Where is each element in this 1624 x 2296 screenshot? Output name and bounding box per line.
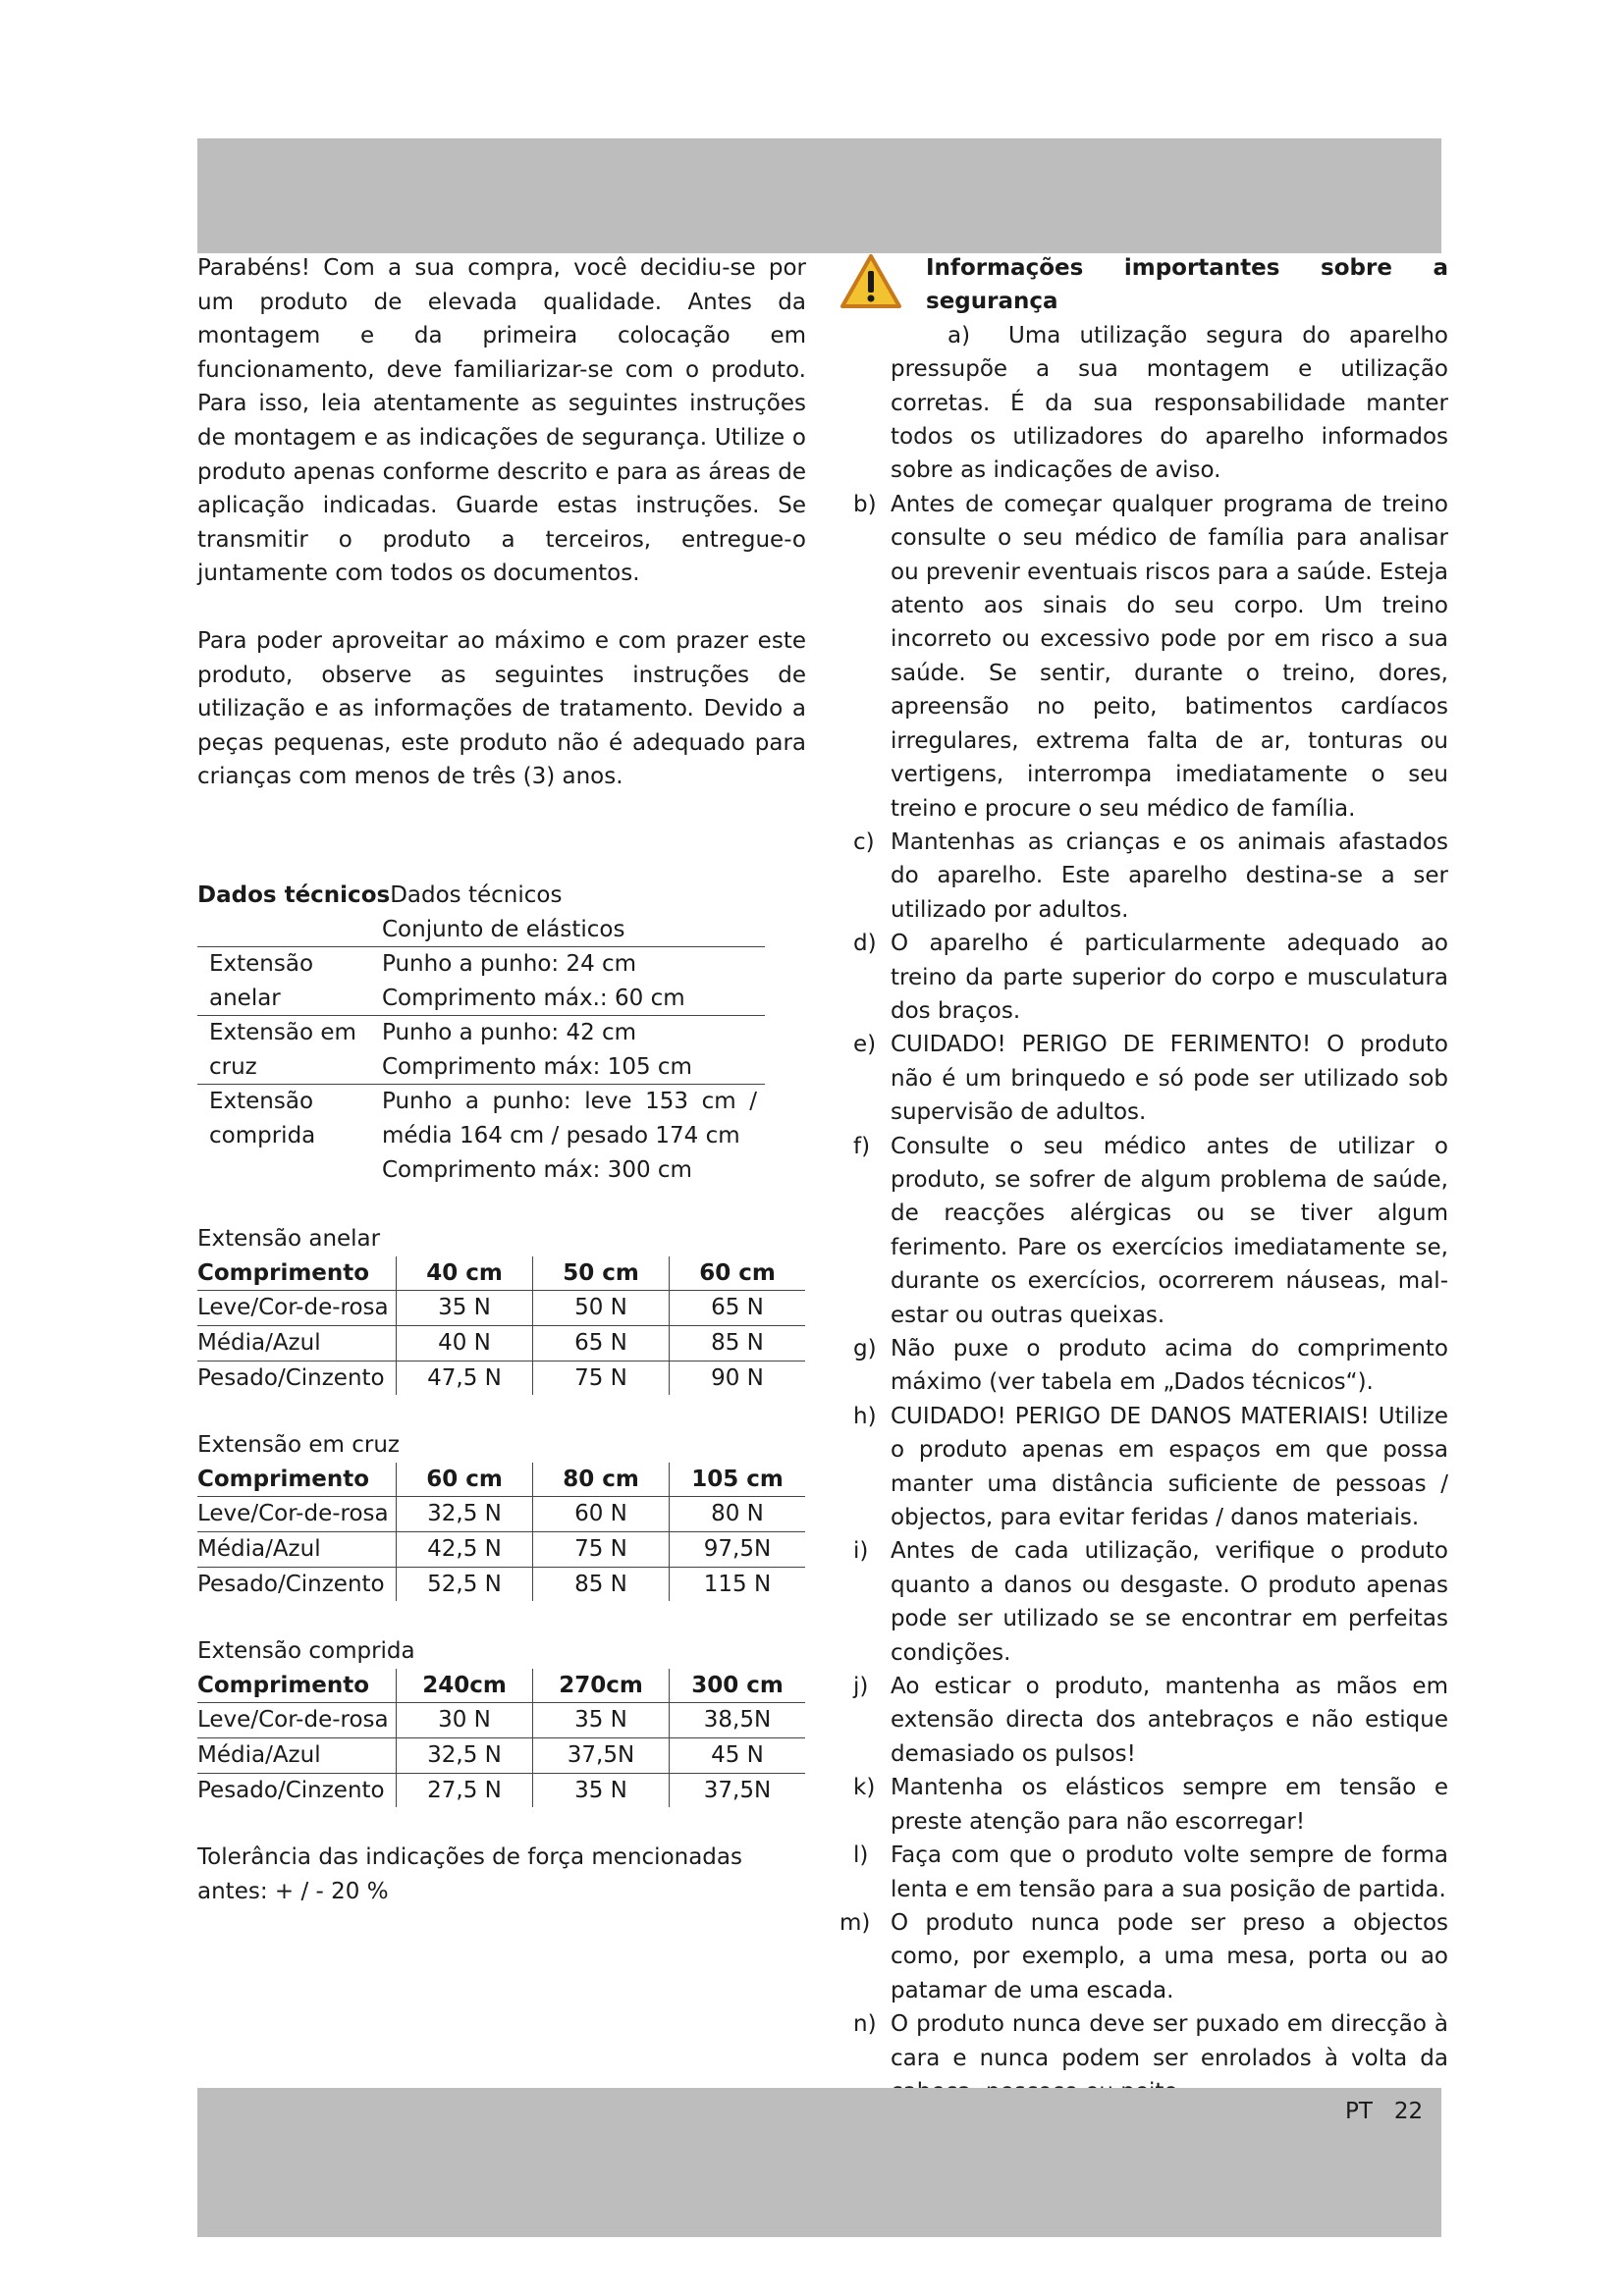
table-row bbox=[197, 1361, 805, 1395]
force-header-cell: 105 cm bbox=[670, 1463, 806, 1497]
force-cell: Pesado/Cinzento bbox=[197, 1773, 397, 1807]
force-table-long bbox=[197, 1669, 805, 1807]
force-cell: 75 N bbox=[533, 1361, 670, 1395]
page-language: PT bbox=[1345, 2099, 1373, 2124]
list-item bbox=[839, 1130, 1448, 1332]
item-text: Antes de cada utilização, verifique o produto quanto a danos ou desgaste. O produto apenas pode ser utilizado se se encontrar em perfeitas condições. bbox=[891, 1538, 1448, 1666]
force-cell: 115 N bbox=[670, 1567, 806, 1601]
item-text: Antes de começar qualquer programa de treino consulte o seu médico de família para analisar ou prevenir eventuais riscos para a saúde. Esteja atento aos sinais do seu corpo. Um treino incorreto ou excessivo pode por em risco a sua saúde. Se sentir, durante o treino, dores, apreensão no peito, batimentos cardíacos irregulares, extrema falta de ar, tonturas ou vertigens, interrompa imediatamente o seu treino e procure o seu médico de família. bbox=[891, 491, 1449, 822]
item-letter: c) bbox=[853, 828, 875, 855]
force-cell: 27,5 N bbox=[397, 1773, 533, 1807]
item-letter: f) bbox=[853, 1133, 871, 1159]
list-item bbox=[839, 1771, 1448, 1839]
force-header-cell: 80 cm bbox=[533, 1463, 670, 1497]
force-cell: 90 N bbox=[670, 1361, 806, 1395]
list-item bbox=[839, 488, 1448, 826]
item-text: Uma utilização segura do aparelho pressupõe a sua montagem e utilização corretas. É da sua responsabilidade manter todos os utilizadores do aparelho informados sobre as indicações de aviso. bbox=[891, 322, 1448, 484]
force-header-cell: Comprimento bbox=[197, 1259, 370, 1286]
item-text: Mantenha os elásticos sempre em tensão e preste atenção para não escorregar! bbox=[891, 1775, 1448, 1835]
table-row bbox=[197, 1773, 805, 1807]
force-cell: Leve/Cor-de-rosa bbox=[197, 1703, 397, 1738]
force-header-cell: 270cm bbox=[533, 1669, 670, 1703]
item-letter: g) bbox=[853, 1336, 877, 1362]
force-cell: 37,5N bbox=[533, 1737, 670, 1773]
table-row bbox=[197, 1703, 805, 1738]
force-cell: 60 N bbox=[533, 1497, 670, 1532]
item-text: O produto nunca pode ser preso a objectos como, por exemplo, a uma mesa, porta ou ao patamar de uma escada. bbox=[891, 1909, 1448, 2003]
item-letter: d) bbox=[853, 931, 877, 957]
force-table-title: Extensão anelar bbox=[197, 1226, 381, 1253]
tech-row-line: Comprimento máx.: 60 cm bbox=[382, 985, 685, 1011]
force-cell: Pesado/Cinzento bbox=[197, 1361, 397, 1395]
item-letter: n) bbox=[853, 2011, 877, 2038]
force-cell: Média/Azul bbox=[197, 1532, 397, 1568]
tech-set-label: Conjunto de elásticos bbox=[382, 916, 625, 942]
item-text: Faça com que o produto volte sempre de forma lenta e em tensão para a sua posição de partida. bbox=[891, 1842, 1448, 1902]
item-letter: k) bbox=[853, 1775, 876, 1801]
force-cell: 97,5N bbox=[670, 1532, 806, 1568]
list-item bbox=[839, 1670, 1448, 1771]
item-letter: e) bbox=[853, 1032, 877, 1058]
force-table-cross bbox=[197, 1463, 805, 1601]
tech-row-line: Punho a punho: leve 153 cm / média 164 cm / pesado 174 cm bbox=[382, 1089, 757, 1149]
force-table-ring bbox=[197, 1256, 805, 1395]
item-letter: a) bbox=[947, 322, 971, 348]
force-cell: 38,5N bbox=[670, 1703, 806, 1738]
force-cell: 47,5 N bbox=[397, 1361, 533, 1395]
tech-row-name: Extensão anelar bbox=[197, 947, 382, 1016]
table-row bbox=[197, 1326, 805, 1362]
tech-row-line: Comprimento máx: 300 cm bbox=[382, 1156, 692, 1183]
list-item bbox=[839, 1028, 1448, 1129]
force-header-cell: 240cm bbox=[397, 1669, 533, 1703]
force-cell: 32,5 N bbox=[397, 1497, 533, 1532]
force-cell: 40 N bbox=[397, 1326, 533, 1362]
item-text: CUIDADO! PERIGO DE FERIMENTO! O produto não é um brinquedo e só pode ser utilizado sob supervisão de adultos. bbox=[891, 1032, 1448, 1126]
item-text: CUIDADO! PERIGO DE DANOS MATERIAIS! Utilize o produto apenas em espaços em que possa manter uma distância suficiente de pessoas / objectos, para evitar feridas / danos materiais. bbox=[891, 1403, 1448, 1531]
page-number bbox=[1345, 2099, 1423, 2124]
item-letter: b) bbox=[853, 491, 877, 517]
force-header-cell: 50 cm bbox=[533, 1256, 670, 1291]
force-cell: 80 N bbox=[670, 1497, 806, 1532]
table-row bbox=[197, 1737, 805, 1773]
force-cell: 85 N bbox=[533, 1567, 670, 1601]
force-header-cell: 300 cm bbox=[670, 1669, 806, 1703]
force-cell: 45 N bbox=[670, 1737, 806, 1773]
force-cell: 85 N bbox=[670, 1326, 806, 1362]
safety-list bbox=[839, 319, 1448, 2109]
table-row bbox=[197, 1567, 805, 1601]
tech-row-line: Comprimento máx: 105 cm bbox=[382, 1053, 692, 1080]
left-column bbox=[197, 251, 806, 1908]
item-text: Mantenhas as crianças e os animais afastados do aparelho. Este aparelho destina-se a ser utilizado por adultos. bbox=[891, 828, 1448, 923]
list-item bbox=[839, 1839, 1448, 1906]
force-table-title: Extensão comprida bbox=[197, 1638, 415, 1665]
tech-row-name: Extensão comprida bbox=[197, 1085, 382, 1187]
force-header-cell: 60 cm bbox=[670, 1256, 806, 1291]
force-header-cell: 40 cm bbox=[397, 1256, 533, 1291]
item-letter: i) bbox=[853, 1538, 869, 1565]
force-cell: 65 N bbox=[670, 1291, 806, 1326]
tolerance-note: Tolerância das indicações de força mencionadas antes: + / - 20 % bbox=[197, 1844, 742, 1904]
item-text: Não puxe o produto acima do comprimento máximo (ver tabela em „Dados técnicos“). bbox=[891, 1336, 1448, 1396]
list-item bbox=[839, 927, 1448, 1028]
item-text: O aparelho é particularmente adequado ao treino da parte superior do corpo e musculatura dos braços. bbox=[891, 931, 1448, 1024]
force-cell: Leve/Cor-de-rosa bbox=[197, 1497, 397, 1532]
tech-data-heading bbox=[197, 879, 806, 913]
force-cell: Pesado/Cinzento bbox=[197, 1567, 397, 1601]
page-number-value: 22 bbox=[1393, 2099, 1424, 2124]
table-row bbox=[197, 1532, 805, 1568]
table-row bbox=[197, 1291, 805, 1326]
intro-paragraph-2: Para poder aproveitar ao máximo e com prazer este produto, observe as seguintes instruções de utilização e as informações de tratamento. Devido a peças pequenas, este produto não é adequado para crianças com menos de três (3) anos. bbox=[197, 627, 806, 790]
force-header-cell: Comprimento bbox=[197, 1672, 370, 1698]
tech-heading-normal: Dados técnicos bbox=[390, 881, 563, 908]
item-letter: l) bbox=[853, 1842, 869, 1869]
intro-paragraph-1: Parabéns! Com a sua compra, você decidiu-se por um produto de elevada qualidade. Antes da montagem e da primeira colocação em funcionamento, deve familiarizar-se com o produto. Para isso, leia atentamente as seguintes instruções de montagem e as indicações de segurança. Utilize o produto apenas conforme descrito e para as áreas de aplicação indicadas. Guarde estas instruções. Se transmitir o produto a terceiros, entregue-o juntamente com todos os documentos. bbox=[197, 255, 806, 587]
tech-data-table bbox=[197, 913, 765, 1188]
force-cell: Leve/Cor-de-rosa bbox=[197, 1291, 397, 1326]
list-item bbox=[839, 1534, 1448, 1670]
warning-icon bbox=[839, 253, 902, 310]
force-header-cell: Comprimento bbox=[197, 1466, 370, 1492]
force-cell: 75 N bbox=[533, 1532, 670, 1568]
item-text: Consulte o seu médico antes de utilizar o produto, se sofrer de algum problema de saúde, de reacções alérgicas ou se tiver algum ferimento. Pare os exercícios imediatamente se, durante os exercícios, ocorrerem náuseas, mal-estar ou outras queixas. bbox=[891, 1133, 1448, 1328]
list-item bbox=[839, 826, 1448, 927]
force-cell: 35 N bbox=[533, 1703, 670, 1738]
force-cell: 42,5 N bbox=[397, 1532, 533, 1568]
list-item bbox=[839, 1906, 1448, 2007]
item-letter: h) bbox=[853, 1403, 877, 1429]
footer-band bbox=[197, 2088, 1441, 2237]
tech-row-name: Extensão em cruz bbox=[197, 1016, 382, 1085]
force-table-title: Extensão em cruz bbox=[197, 1432, 400, 1459]
list-item bbox=[839, 319, 1448, 488]
force-cell: 37,5N bbox=[670, 1773, 806, 1807]
tech-heading-bold: Dados técnicos bbox=[197, 881, 391, 908]
tech-row bbox=[197, 947, 765, 1016]
force-header-cell: 60 cm bbox=[397, 1463, 533, 1497]
force-cell: 65 N bbox=[533, 1326, 670, 1362]
force-cell: 32,5 N bbox=[397, 1737, 533, 1773]
force-cell: 50 N bbox=[533, 1291, 670, 1326]
tech-row bbox=[197, 1016, 765, 1085]
tech-row-line: Punho a punho: 24 cm bbox=[382, 951, 637, 978]
header-band bbox=[197, 138, 1441, 253]
tech-row-line: Punho a punho: 42 cm bbox=[382, 1020, 637, 1046]
right-column bbox=[839, 251, 1448, 2109]
list-item bbox=[839, 1400, 1448, 1535]
item-letter: j) bbox=[853, 1674, 869, 1700]
item-letter: m) bbox=[839, 1909, 871, 1936]
force-cell: 35 N bbox=[397, 1291, 533, 1326]
table-row bbox=[197, 1497, 805, 1532]
force-cell: Média/Azul bbox=[197, 1326, 397, 1362]
safety-title: Informações importantes sobre a segurança bbox=[926, 255, 1448, 315]
force-cell: Média/Azul bbox=[197, 1737, 397, 1773]
force-cell: 30 N bbox=[397, 1703, 533, 1738]
tech-row bbox=[197, 1085, 765, 1187]
force-cell: 52,5 N bbox=[397, 1567, 533, 1601]
list-item bbox=[839, 1332, 1448, 1400]
item-text: Ao esticar o produto, mantenha as mãos em extensão directa dos antebraços e não estique demasiado os pulsos! bbox=[891, 1674, 1448, 1767]
force-cell: 35 N bbox=[533, 1773, 670, 1807]
item-text: O produto nunca deve ser puxado em direcção à cara e nunca podem ser enrolados à volta da bbox=[891, 2011, 1448, 2071]
